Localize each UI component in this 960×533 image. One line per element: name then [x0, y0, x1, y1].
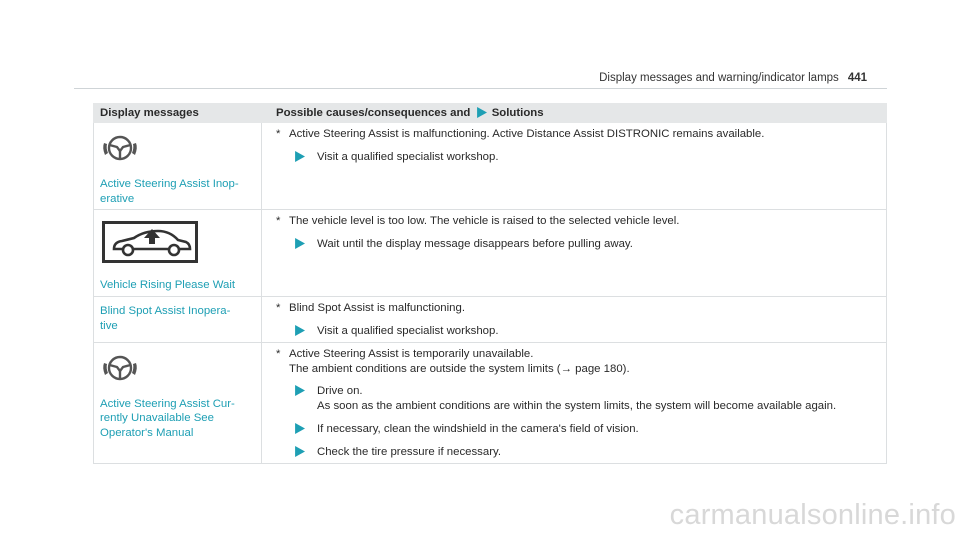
- display-message-cell: [94, 210, 262, 297]
- header-divider: [74, 88, 887, 89]
- display-message-cell: [94, 297, 262, 343]
- cause-text: The vehicle level is too low. The vehicle is raised to the selected vehicle level.: [289, 215, 680, 228]
- header-title: Display messages and warning/indicator lamps: [599, 72, 839, 84]
- display-message-label: Operator's Manual: [100, 427, 194, 440]
- cause-block: [276, 214, 876, 229]
- solution-step: [294, 384, 876, 414]
- play-arrow-icon: [294, 238, 305, 249]
- cause-marker: *: [276, 347, 281, 360]
- display-message-cell: [94, 342, 262, 463]
- causes-solutions-cell: [262, 342, 887, 463]
- table-row: [94, 342, 887, 463]
- play-arrow-icon: [294, 325, 305, 336]
- table-row: [94, 297, 887, 343]
- solution-text: Visit a qualified specialist workshop.: [317, 150, 499, 163]
- col-header-causes-solutions: Possible causes/consequences and Solutions: [262, 104, 887, 123]
- table-row: [94, 210, 887, 297]
- steering-wheel-icon: [102, 134, 255, 167]
- table-header-row: [94, 104, 887, 123]
- display-message-label: Blind Spot Assist Inopera-: [100, 305, 231, 318]
- vehicle-rising-icon: [102, 221, 255, 268]
- page-number: 441: [847, 72, 867, 84]
- cause-text: Active Steering Assist is malfunctioning. Active Distance Assist DISTRONIC remains available.: [289, 128, 765, 140]
- causes-solutions-cell: [262, 123, 887, 210]
- display-message-label: tive: [100, 319, 118, 332]
- solution-text: As soon as the ambient conditions are within the system limits, the system will become available again.: [317, 400, 837, 413]
- solution-text: Visit a qualified specialist workshop.: [317, 324, 499, 337]
- play-arrow-icon: [294, 151, 305, 162]
- display-message-cell: [94, 123, 262, 210]
- play-arrow-icon: [294, 385, 305, 396]
- cause-text: The ambient conditions are outside the system limits (→ page 180).: [289, 362, 630, 375]
- play-arrow-icon: [294, 423, 305, 434]
- watermark: carmanualsonline.info: [669, 499, 956, 531]
- display-messages-table: [93, 103, 887, 464]
- display-message-label: Vehicle Rising Please Wait: [100, 279, 236, 292]
- cause-block: [276, 301, 876, 316]
- cause-text: Active Steering Assist is temporarily unavailable.: [289, 347, 534, 360]
- display-message-label: Active Steering Assist Cur-: [100, 397, 235, 410]
- solution-step: [294, 422, 876, 437]
- cause-marker: *: [276, 215, 281, 228]
- solution-step: [294, 237, 876, 252]
- page-header: [599, 72, 867, 84]
- steering-wheel-icon: [102, 354, 255, 387]
- solution-step: [294, 324, 876, 339]
- causes-solutions-cell: [262, 210, 887, 297]
- col-header-display-messages: Display messages: [94, 104, 262, 123]
- solution-text: If necessary, clean the windshield in the camera's field of vision.: [317, 423, 639, 436]
- display-message-label: rently Unavailable See: [100, 412, 214, 425]
- solution-text: Drive on.: [317, 385, 363, 398]
- play-arrow-icon: [294, 446, 305, 457]
- play-arrow-icon: [476, 107, 487, 118]
- display-message-label: erative: [100, 192, 135, 205]
- cause-block: [276, 127, 876, 142]
- table-row: [94, 123, 887, 210]
- solution-text: Check the tire pressure if necessary.: [317, 445, 502, 458]
- solution-text: Wait until the display message disappears before pulling away.: [317, 238, 633, 251]
- display-message-label: Active Steering Assist Inop-: [100, 177, 239, 190]
- cause-marker: *: [276, 128, 281, 140]
- solution-step: [294, 150, 876, 165]
- causes-solutions-cell: [262, 297, 887, 343]
- solution-step: [294, 445, 876, 460]
- cause-marker: *: [276, 302, 281, 315]
- cause-block: [276, 347, 876, 377]
- cause-text: Blind Spot Assist is malfunctioning.: [289, 302, 466, 315]
